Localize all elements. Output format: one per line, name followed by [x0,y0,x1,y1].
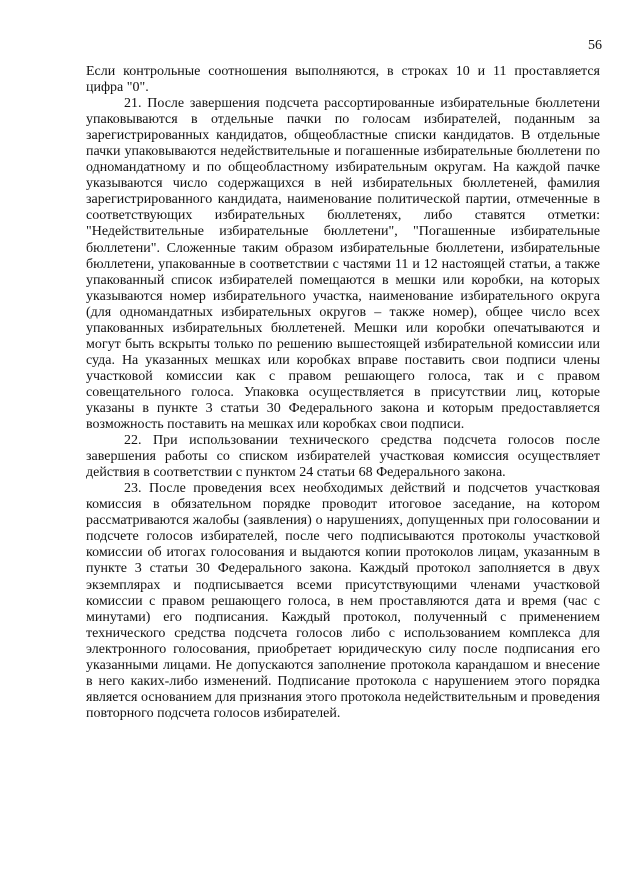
paragraph-23: 23. После проведения всех необходимых действий и подсчетов участковая комиссия в обязательном порядке проводит итоговое заседание, на котором рассматриваются жалобы (заявления) о нарушениях, допущенных при голосовании и подсчете голосов избирателей, после чего подписываются протоколы участковой комиссии об итогах голосования и выдаются копии протоколов лицам, указанным в пункте 3 статьи 30 Федерального закона. Каждый протокол заполняется в двух экземплярах и подписывается всеми присутствующими членами участковой комиссии с правом решающего голоса, в нем проставляются дата и время (час с минутами) его подписания. Каждый протокол, полученный с применением технического средства подсчета голосов либо с использованием комплекса для электронного голосования, приобретает юридическую силу после подписания его указанными лицами. Не допускаются заполнение протокола карандашом и внесение в него каких-либо изменений. Подписание протокола с нарушением этого порядка является основанием для признания этого протокола недействительным и проведения повторного подсчета голосов избирателей. [86,481,600,721]
paragraph-continuation: Если контрольные соотношения выполняются, в строках 10 и 11 проставляется цифра "0". [86,64,600,96]
paragraph-22: 22. При использовании технического средства подсчета голосов после завершения работы со списком избирателей участковая комиссия осуществляет действия в соответствии с пунктом 24 статьи 68 Федерального закона. [86,433,600,481]
page-number: 56 [588,38,602,53]
document-body [86,64,600,722]
paragraph-21: 21. После завершения подсчета рассортированные избирательные бюллетени упаковываются в отдельные пачки по голосам избирателей, поданным за зарегистрированных кандидатов, общеобластные списки кандидатов. В отдельные пачки упаковываются недействительные и погашенные избирательные бюллетени по одномандатному и по общеобластному избирательным округам. На каждой пачке указываются число содержащихся в ней избирательных бюллетеней, фамилия зарегистрированного кандидата, наименование политической партии, отмеченные в соответствующих избирательных бюллетенях, либо ставятся отметки: "Недействительные избирательные бюллетени", "Погашенные избирательные бюллетени". Сложенные таким образом избирательные бюллетени, избирательные бюллетени, упакованные в соответствии с частями 11 и 12 настоящей статьи, а также упакованный список избирателей помещаются в мешки или коробки, на которых указываются номер избирательного участка, наименование избирательного округа (для одномандатных избирательных округов – также номер), общее число всех упакованных избирательных бюллетеней. Мешки или коробки опечатываются и могут быть вскрыты только по решению вышестоящей избирательной комиссии или суда. На указанных мешках или коробках вправе поставить свои подписи члены участковой комиссии как с правом решающего голоса, так и с правом совещательного голоса. Упаковка осуществляется в присутствии лиц, которые указаны в пункте 3 статьи 30 Федерального закона и которым предоставляется возможность поставить на мешках или коробках свои подписи. [86,96,600,433]
